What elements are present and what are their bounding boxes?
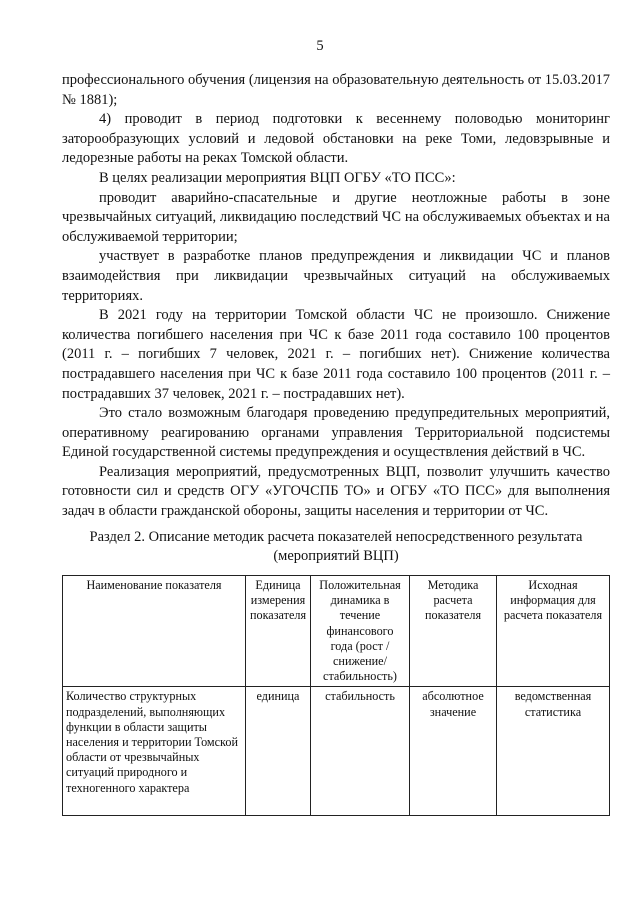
table-cell: стабильность — [311, 687, 410, 816]
table-cell: единица — [246, 687, 311, 816]
table-row — [63, 687, 610, 816]
column-header-unit: Единица измерения показателя — [246, 576, 311, 687]
column-header-method: Методика расчета показателя — [410, 576, 497, 687]
column-header-name: Наименование показателя — [63, 576, 246, 687]
paragraph: участвует в разработке планов предупреждения и ликвидации ЧС и планов взаимодействия при ликвидации чрезвычайных ситуаций на обслуживаемых территориях. — [62, 248, 610, 304]
table-cell: Количество структурных подразделений, выполняющих функции в области защиты населения и территории Томской области от чрезвычайных ситуаций природного и техногенного характера — [63, 687, 246, 816]
section-title-line: (мероприятий ВЦП) — [273, 548, 399, 564]
document-body — [62, 71, 610, 522]
page-number: 5 — [316, 38, 324, 54]
paragraph: 4) проводит в период подготовки к весеннему половодью мониторинг заторообразующих условий и ледовой обстановки на реке Томи, ледовзрывные и ледорезные работы на реках Томской области. — [62, 111, 610, 167]
table-cell: абсолютное значение — [410, 687, 497, 816]
paragraph: Это стало возможным благодаря проведению предупредительных мероприятий, оперативному реагированию органами управления Территориальной подсистемы Единой государственной системы предупреждения и осуществления действий в ЧС. — [62, 405, 610, 461]
table-header-row — [63, 576, 610, 687]
indicators-table — [62, 575, 610, 816]
section-title-line: Раздел 2. Описание методик расчета показателей непосредственного результата — [89, 529, 583, 545]
paragraph: В 2021 году на территории Томской области ЧС не произошло. Снижение количества погибшего населения при ЧС к базе 2011 года составило 100 процентов (2011 г. – погибших 7 человек, 2021 г. – погибших нет). Снижение количества пострадавшего населения при ЧС к базе 2011 года составило 100 процентов (2011 г. – пострадавших 37 человек, 2021 г. – пострадавших нет). — [62, 307, 610, 402]
column-header-source: Исходная информация для расчета показателя — [497, 576, 610, 687]
column-header-dynamics: Положительная динамика в течение финансового года (рост / снижение/ стабильность) — [311, 576, 410, 687]
table-cell: ведомственная статистика — [497, 687, 610, 816]
paragraph: В целях реализации мероприятия ВЦП ОГБУ «ТО ПСС»: — [99, 169, 456, 186]
section-title — [62, 528, 610, 566]
paragraph: проводит аварийно-спасательные и другие неотложные работы в зоне чрезвычайных ситуаций, ликвидацию последствий ЧС на обслуживаемых объектах и на обслуживаемой территории; — [62, 189, 610, 245]
paragraph: Реализация мероприятий, предусмотренных ВЦП, позволит улучшить качество готовности сил и средств ОГУ «УГОЧСПБ ТО» и ОГБУ «ТО ПСС» для выполнения задач в области гражданской обороны, защиты населения и территории от ЧС. — [62, 463, 610, 520]
paragraph: профессионального обучения (лицензия на образовательную деятельность от 15.03.2017 № 1881); — [62, 72, 610, 108]
